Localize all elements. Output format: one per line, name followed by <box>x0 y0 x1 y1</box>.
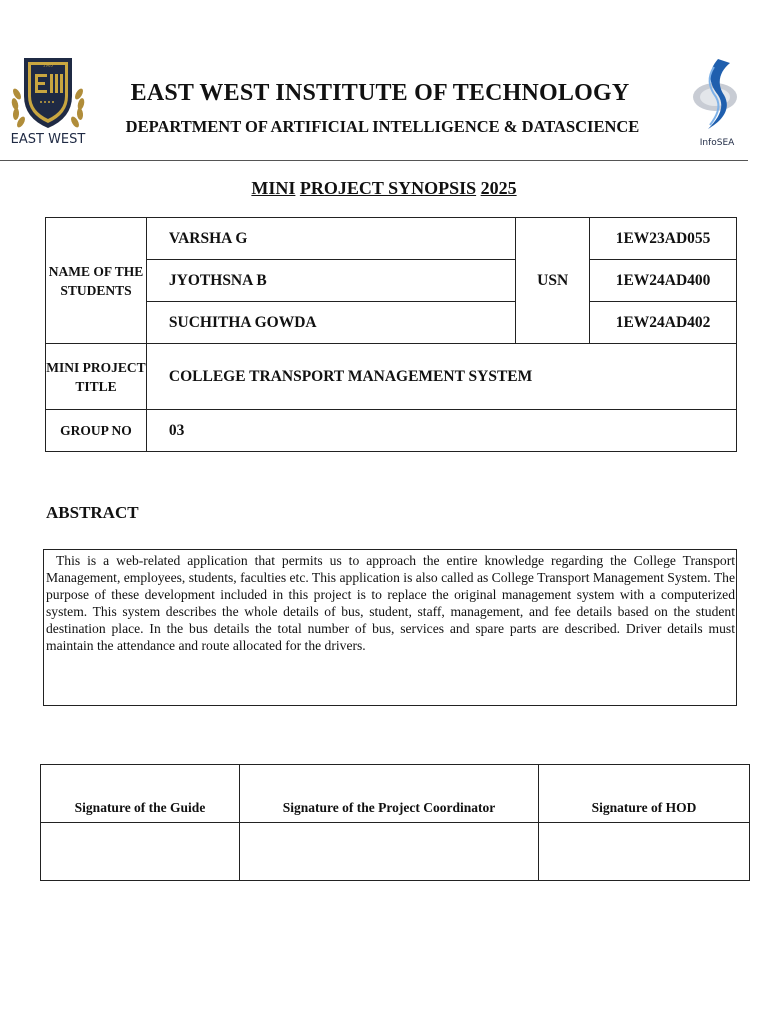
logo-text: InfoSEA <box>699 138 735 148</box>
page-title: MINI PROJECT SYNOPSIS 2025 <box>251 178 517 198</box>
guide-signature-box <box>41 823 240 881</box>
project-title-label: MINI PROJECT TITLE <box>46 344 147 410</box>
svg-text:1983: 1983 <box>42 62 54 68</box>
infosea-logo <box>688 55 746 150</box>
signature-table <box>40 764 750 881</box>
hod-signature-box <box>539 823 750 881</box>
hod-signature-label: Signature of HOD <box>539 765 750 823</box>
student-name: VARSHA G <box>146 218 515 260</box>
logo-text: EAST WEST <box>10 132 86 147</box>
student-name: SUCHITHA GOWDA <box>146 302 515 344</box>
student-usn: 1EW23AD055 <box>590 218 737 260</box>
coordinator-signature-box <box>240 823 539 881</box>
coordinator-signature-label: Signature of the Project Coordinator <box>240 765 539 823</box>
usn-label: USN <box>516 218 590 344</box>
group-label: GROUP NO <box>46 410 147 452</box>
group-value: 03 <box>146 410 736 452</box>
project-title-value: COLLEGE TRANSPORT MANAGEMENT SYSTEM <box>146 344 736 410</box>
abstract-box <box>43 549 737 706</box>
header-divider <box>0 160 748 161</box>
project-info-table <box>45 217 737 452</box>
institute-logo <box>8 52 88 147</box>
student-name: JYOTHSNA B <box>146 260 515 302</box>
abstract-heading: ABSTRACT <box>46 503 139 522</box>
department-name: DEPARTMENT OF ARTIFICIAL INTELLIGENCE & DATASCIENCE <box>125 117 640 136</box>
student-usn: 1EW24AD400 <box>590 260 737 302</box>
abstract-text: This is a web-related application that permits us to approach the entire knowledge regarding the College Transport Management, employees, students, faculties etc. This application is also called as College Transport Management System. The purpose of these development included in this project is to replace the original management system with a computerized system. This system describes the whole details of bus, student, staff, management, and fee details based on the student destination place. In the bus details the total number of bus, services and spare parts are described. Driver details must maintain the attendance and route allocated for the drivers. <box>46 553 735 653</box>
student-usn: 1EW24AD402 <box>590 302 737 344</box>
students-label: NAME OF THE STUDENTS <box>46 218 147 344</box>
guide-signature-label: Signature of the Guide <box>41 765 240 823</box>
institute-name: EAST WEST INSTITUTE OF TECHNOLOGY <box>130 80 630 106</box>
